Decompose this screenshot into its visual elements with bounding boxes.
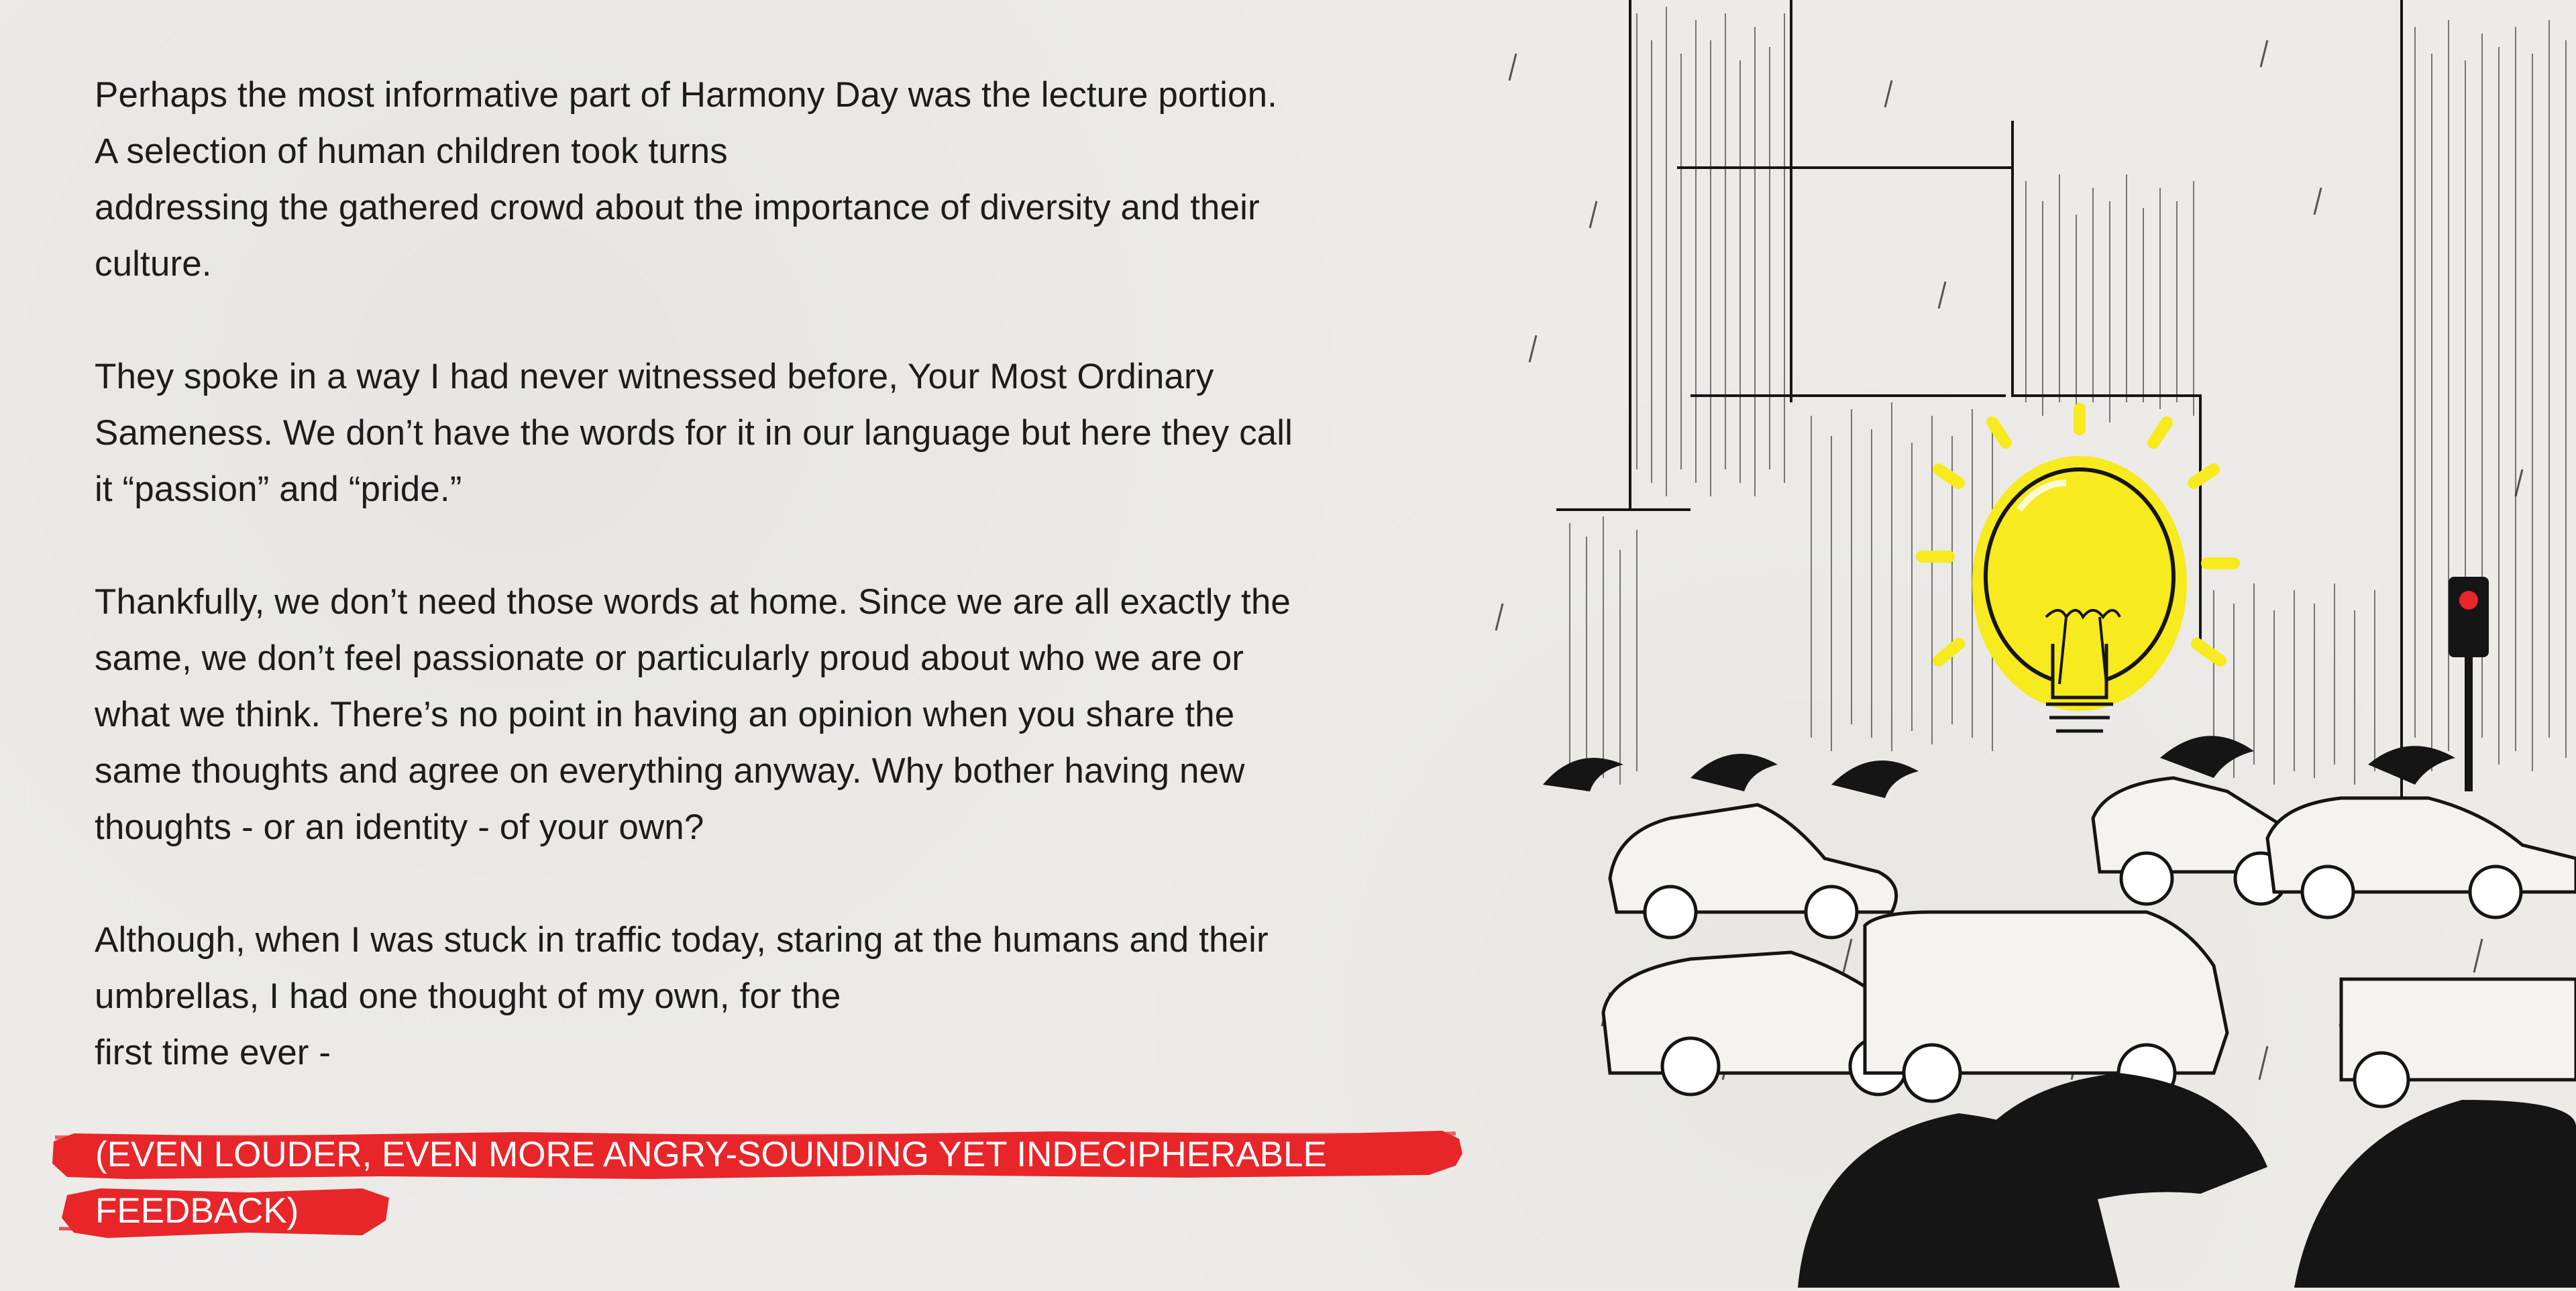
rainy-traffic-illustration [1476, 0, 2576, 1288]
text-line: thoughts - or an identity - of your own? [95, 807, 704, 847]
text-line: what we think. There’s no point in having an opinion when you share the [95, 695, 1235, 734]
paragraph-2 [95, 349, 1477, 518]
callout-line: (EVEN LOUDER, EVEN MORE ANGRY-SOUNDING YET INDECIPHERABLE [95, 1135, 1327, 1174]
text-line: Perhaps the most informative part of Harmony Day was the lecture portion. [95, 75, 1277, 115]
illustration-svg [1476, 0, 2576, 1288]
paragraph-4 [95, 912, 1477, 1081]
text-line: A selection of human children took turns [95, 131, 728, 171]
text-line: first time ever - [95, 1033, 331, 1072]
text-line: Thankfully, we don’t need those words at home. Since we are all exactly the [95, 582, 1291, 622]
callout-text [95, 1127, 1477, 1239]
paragraph-3 [95, 574, 1477, 856]
callout-line: FEEDBACK) [95, 1191, 299, 1231]
text-line: Although, when I was stuck in traffic today, staring at the humans and their [95, 920, 1269, 960]
text-line: same thoughts and agree on everything anyway. Why bother having new [95, 751, 1245, 791]
car-icon [1603, 778, 2576, 1107]
text-line: Sameness. We don’t have the words for it in our language but here they call [95, 413, 1293, 453]
story-text [95, 67, 1477, 1081]
text-line: culture. [95, 244, 212, 284]
text-line: it “passion” and “pride.” [95, 469, 462, 509]
text-line: They spoke in a way I had never witnessed before, Your Most Ordinary [95, 357, 1214, 396]
text-line: umbrellas, I had one thought of my own, for the [95, 976, 841, 1016]
text-line: same, we don’t feel passionate or particularly proud about who we are or [95, 638, 1244, 678]
feedback-callout [47, 1113, 1469, 1251]
paragraph-1 [95, 67, 1477, 292]
lightbulb-icon [1922, 409, 2234, 731]
text-line: addressing the gathered crowd about the importance of diversity and their [95, 188, 1260, 227]
